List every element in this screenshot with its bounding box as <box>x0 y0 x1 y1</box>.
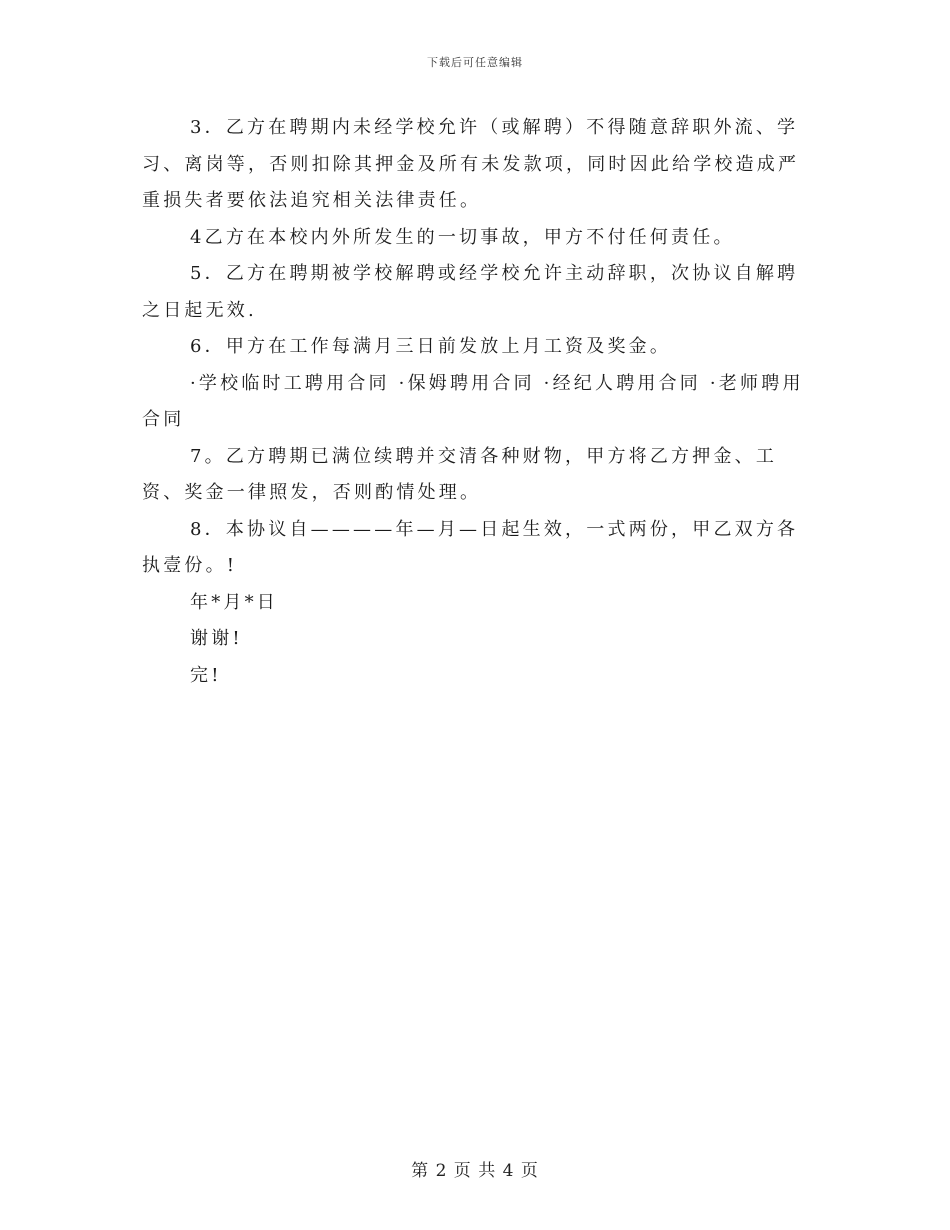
date-line: 年*月*日 <box>190 591 278 613</box>
end-line: 完! <box>190 664 222 686</box>
thanks-line: 谢谢! <box>190 628 243 649</box>
page-number: 第 2 页 共 4 页 <box>411 1161 539 1181</box>
clause-5: 5．乙方在聘期被学校解聘或经学校允许主动辞职，次协议自解聘之日起无效. <box>142 263 799 321</box>
page-header: 下载后可任意编辑 <box>427 56 523 69</box>
clause-6: 6．甲方在工作每满月三日前发放上月工资及奖金。 <box>190 336 672 357</box>
clause-7: 7。乙方聘期已满位续聘并交清各种财物，甲方将乙方押金、工资、奖金一律照发，否则酌情处理。 <box>142 445 778 503</box>
clause-4: 4乙方在本校内外所发生的一切事故，甲方不付任何责任。 <box>190 226 735 248</box>
related-contracts-links: ·学校临时工聘用合同 ·保姆聘用合同 ·经纪人聘用合同 ·老师聘用合同 <box>142 372 804 430</box>
clause-3: 3．乙方在聘期内未经学校允许（或解聘）不得随意辞职外流、学习、离岗等，否则扣除其押金及所有未发款项，同时因此给学校造成严重损失者要依法追究相关法律责任。 <box>142 117 800 211</box>
document-body <box>142 110 810 694</box>
clause-8: 8．本协议自————年—月—日起生效，一式两份，甲乙双方各执壹份。! <box>142 518 799 576</box>
